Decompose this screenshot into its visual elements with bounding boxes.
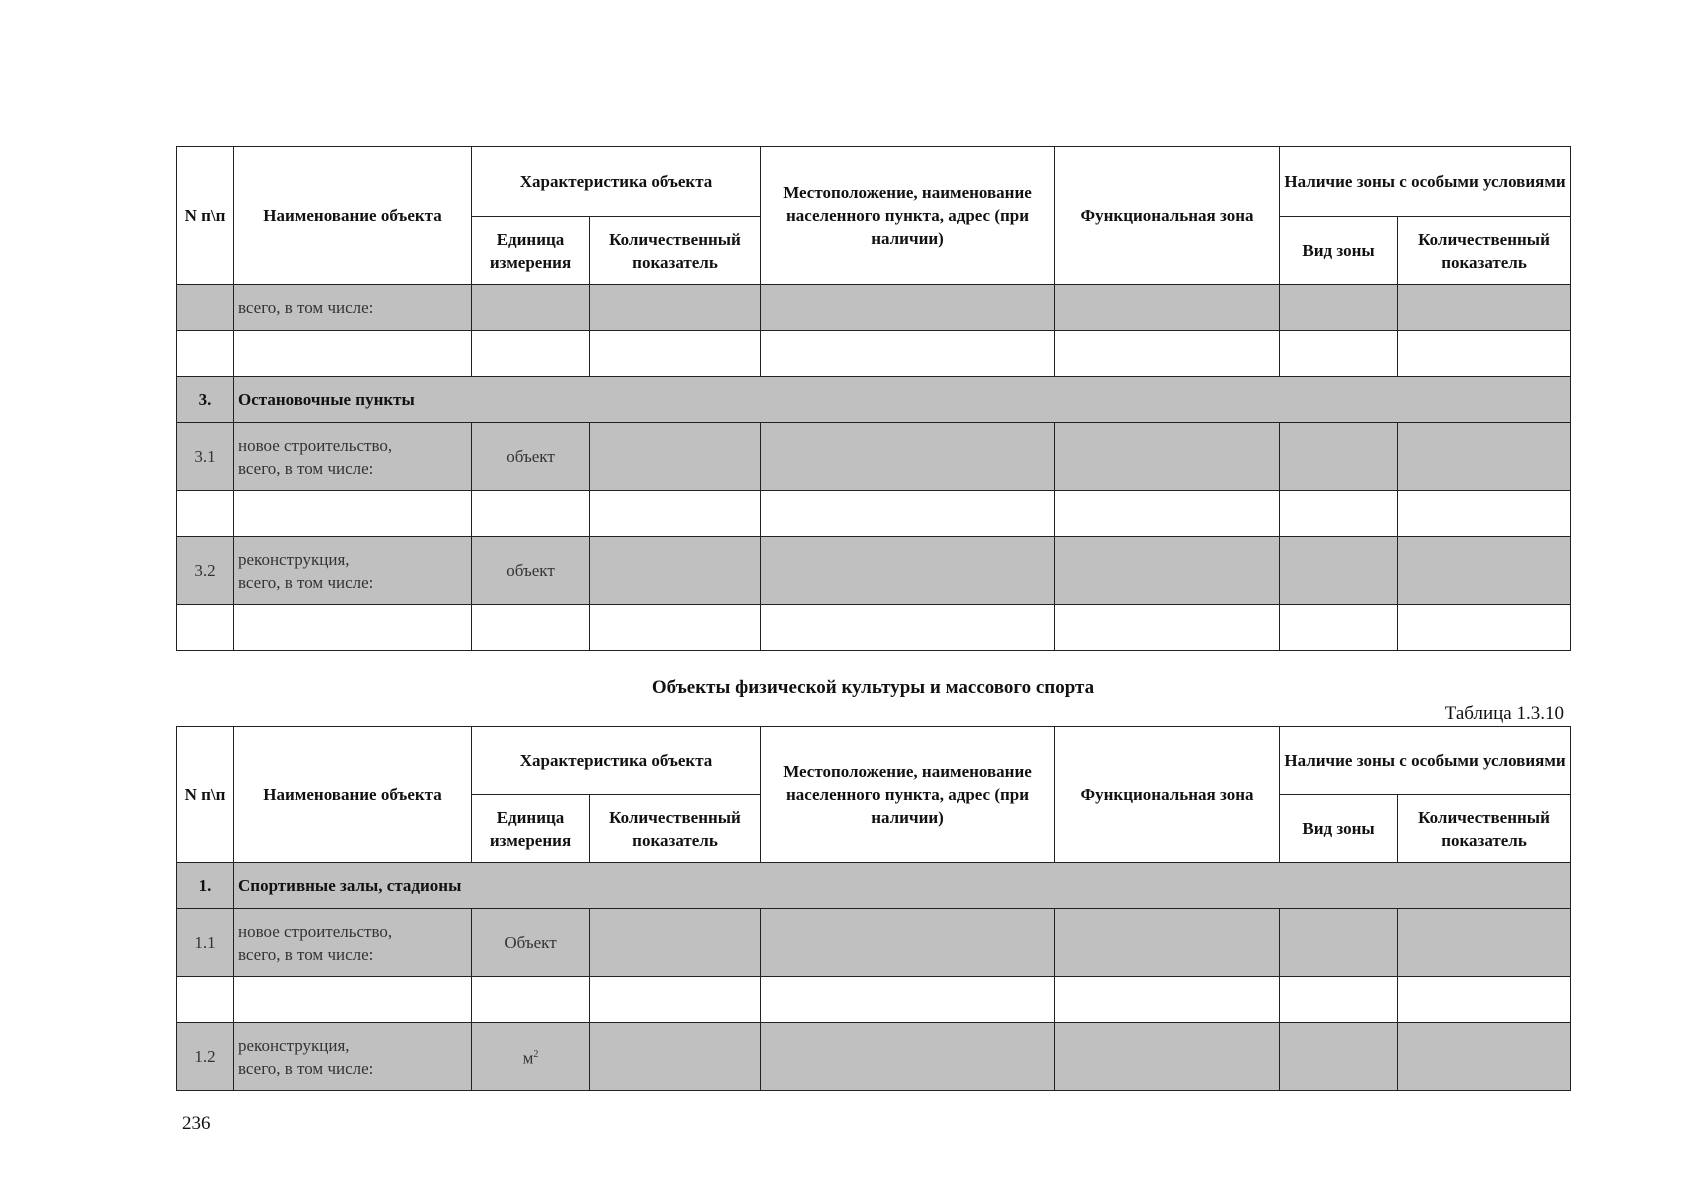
header-zone-quantity: Количественный показатель [1398, 217, 1571, 285]
header-location: Местоположение, наименование населенного пункта, адрес (при наличии) [761, 147, 1055, 285]
table-row [177, 285, 1571, 331]
header-special-zone: Наличие зоны с особыми условиями [1280, 727, 1571, 795]
cell-unit [472, 1023, 590, 1091]
header-quantity: Количественный показатель [590, 217, 761, 285]
cell-num: 1.2 [177, 1023, 234, 1091]
cell-name-line2: всего, в том числе: [238, 944, 374, 964]
header-functional-zone: Функциональная зона [1055, 147, 1280, 285]
header-special-zone: Наличие зоны с особыми условиями [1280, 147, 1571, 217]
cell-unit: объект [472, 537, 590, 605]
header-name: Наименование объекта [234, 147, 472, 285]
cell-name-line2: всего, в том числе: [238, 572, 374, 592]
header-characteristic: Характеристика объекта [472, 147, 761, 217]
header-zone-quantity: Количественный показатель [1398, 795, 1571, 863]
cell-name [234, 423, 472, 491]
header-name: Наименование объекта [234, 727, 472, 863]
cell-name: всего, в том числе: [234, 285, 472, 331]
cell-unit: Объект [472, 909, 590, 977]
cell-name-line1: реконструкция, [238, 1035, 350, 1055]
cell-name [234, 909, 472, 977]
header-zone-type: Вид зоны [1280, 217, 1398, 285]
cell-num: 3.1 [177, 423, 234, 491]
table-row [177, 537, 1571, 605]
table-row-empty [177, 977, 1571, 1023]
section-title: Спортивные залы, стадионы [234, 863, 1571, 909]
cell-name-line1: реконструкция, [238, 549, 350, 569]
table-row-empty [177, 331, 1571, 377]
table-row-empty [177, 491, 1571, 537]
objects-table-sport [176, 726, 1571, 1091]
section-num: 3. [177, 377, 234, 423]
cell-unit-base: м [522, 1048, 534, 1068]
header-zone-type: Вид зоны [1280, 795, 1398, 863]
objects-table-transport [176, 146, 1571, 651]
cell-num: 3.2 [177, 537, 234, 605]
page-number: 236 [182, 1113, 211, 1134]
cell-unit-superscript: 2 [533, 1049, 539, 1061]
cell-name [234, 537, 472, 605]
cell-name-line2: всего, в том числе: [238, 1058, 374, 1078]
header-location: Местоположение, наименование населенного пункта, адрес (при наличии) [761, 727, 1055, 863]
header-functional-zone: Функциональная зона [1055, 727, 1280, 863]
header-num: N п\п [177, 727, 234, 863]
table-row [177, 1023, 1571, 1091]
table-row [177, 423, 1571, 491]
section-row [177, 377, 1571, 423]
cell-name-line1: новое строительство, [238, 921, 393, 941]
cell-num [177, 285, 234, 331]
cell-unit: объект [472, 423, 590, 491]
table-caption: Таблица 1.3.10 [1444, 703, 1564, 724]
header-characteristic: Характеристика объекта [472, 727, 761, 795]
header-unit: Единица измерения [472, 217, 590, 285]
cell-name-line1: новое строительство, [238, 435, 393, 455]
header-quantity: Количественный показатель [590, 795, 761, 863]
section-row [177, 863, 1571, 909]
header-unit: Единица измерения [472, 795, 590, 863]
cell-name-line2: всего, в том числе: [238, 458, 374, 478]
cell-name [234, 1023, 472, 1091]
header-num: N п\п [177, 147, 234, 285]
cell-num: 1.1 [177, 909, 234, 977]
section-heading: Объекты физической культуры и массового спорта [651, 677, 1095, 698]
section-title: Остановочные пункты [234, 377, 1571, 423]
table-row-empty [177, 605, 1571, 651]
table-row [177, 909, 1571, 977]
section-num: 1. [177, 863, 234, 909]
